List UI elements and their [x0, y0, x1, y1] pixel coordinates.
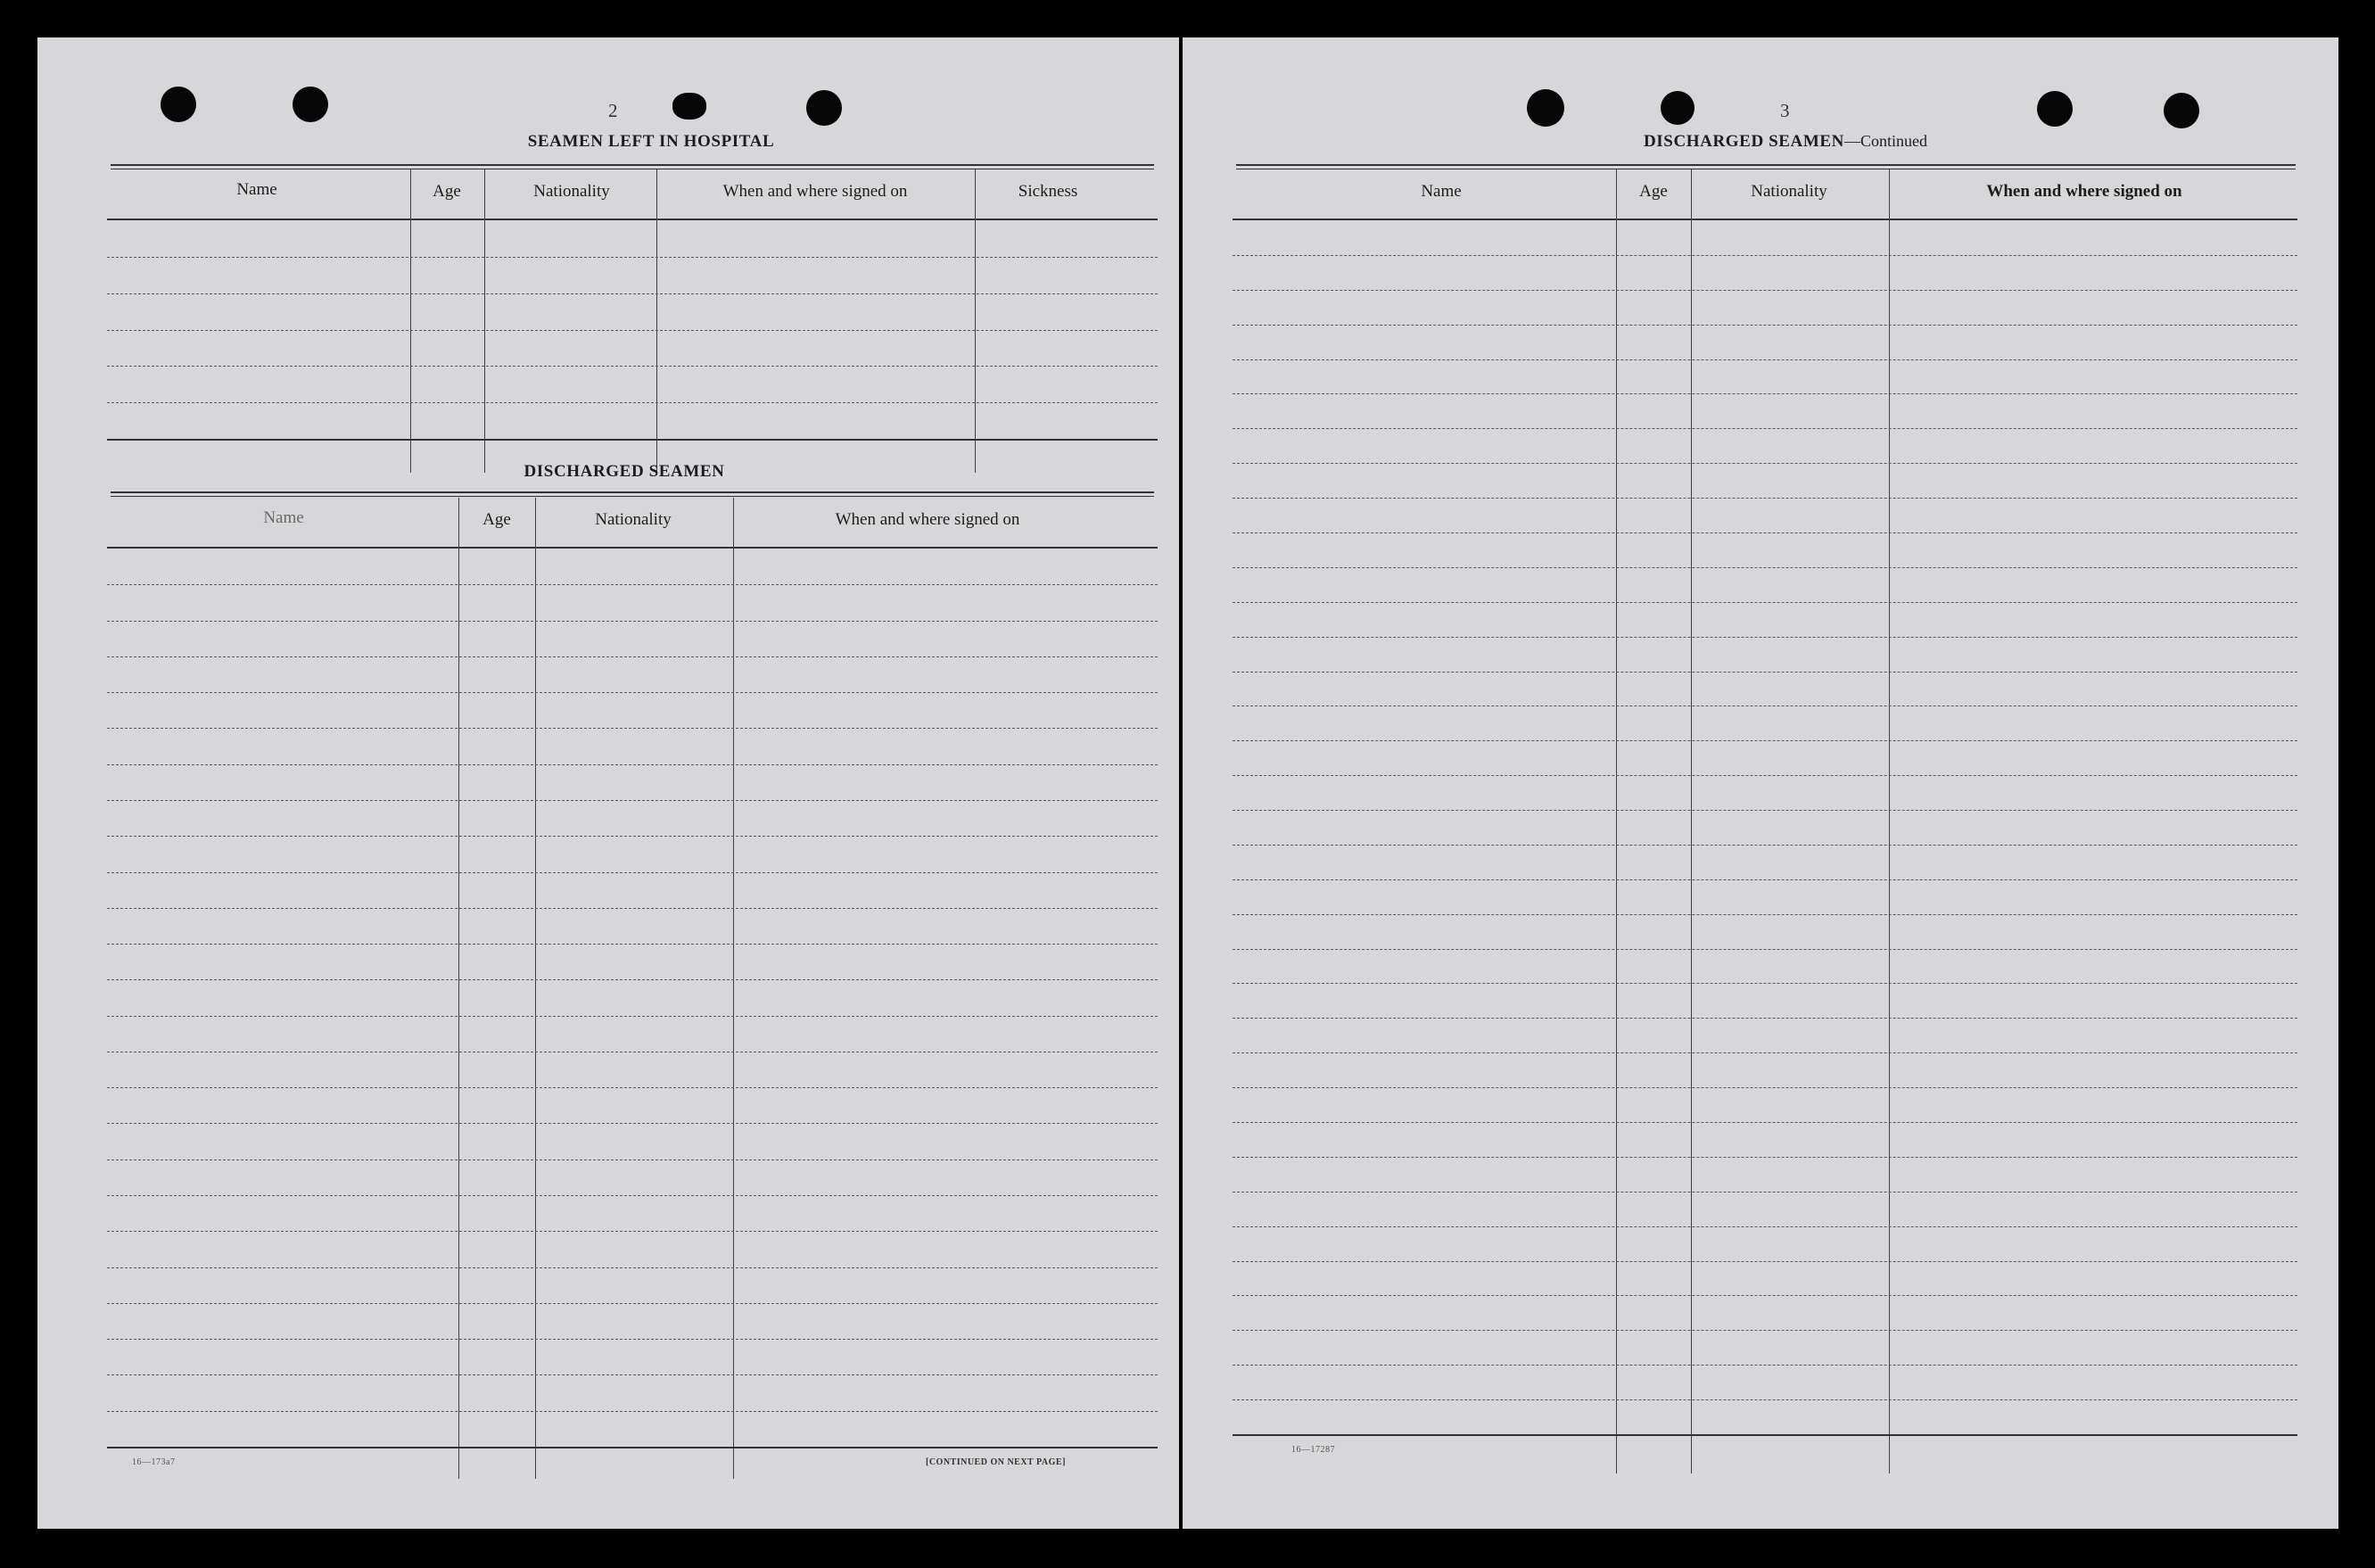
row-line: [1233, 1122, 2297, 1123]
row-line: [107, 1123, 1158, 1124]
punch-hole-icon: [2037, 91, 2073, 127]
col-signed-on: When and where signed on: [1986, 182, 2182, 201]
row-line: [1233, 255, 2297, 256]
row-line: [1233, 1365, 2297, 1366]
row-line: [1233, 567, 2297, 568]
row-line: [107, 1339, 1158, 1340]
row-line: [107, 728, 1158, 729]
row-line: [1233, 1052, 2297, 1053]
col-name: Name: [1421, 182, 1462, 201]
punch-hole-icon: [1527, 89, 1564, 127]
section-bottom-rule: [107, 1447, 1158, 1448]
row-line: [107, 979, 1158, 980]
discharged-section-title: DISCHARGED SEAMEN: [524, 462, 725, 481]
form-number: 16—173a7: [132, 1457, 176, 1467]
col-sickness: Sickness: [1018, 182, 1078, 201]
row-line: [107, 656, 1158, 657]
continuation-note: [CONTINUED ON NEXT PAGE]: [926, 1457, 1066, 1467]
row-line: [1233, 1226, 2297, 1227]
punch-hole-icon: [2164, 93, 2199, 128]
row-line: [107, 1231, 1158, 1232]
column-divider: [484, 169, 485, 473]
column-divider: [1691, 169, 1692, 1473]
hospital-section-title: SEAMEN LEFT IN HOSPITAL: [527, 132, 775, 151]
column-divider: [733, 498, 734, 1479]
row-line: [107, 1374, 1158, 1375]
row-line: [107, 366, 1158, 367]
col-signed-on: When and where signed on: [835, 510, 1020, 529]
row-line: [1233, 1330, 2297, 1331]
row-line: [1233, 740, 2297, 741]
row-line: [1233, 1157, 2297, 1158]
row-line: [1233, 1295, 2297, 1296]
section-bottom-rule: [1233, 1434, 2297, 1436]
col-age: Age: [433, 182, 461, 201]
row-line: [107, 800, 1158, 801]
header-rule: [1233, 219, 2297, 220]
row-line: [107, 257, 1158, 258]
punch-hole-icon: [806, 90, 842, 126]
row-line: [1233, 810, 2297, 811]
row-line: [1233, 1087, 2297, 1088]
row-line: [107, 908, 1158, 909]
row-line: [1233, 775, 2297, 776]
row-line: [107, 1267, 1158, 1268]
row-line: [1233, 879, 2297, 880]
row-line: [107, 584, 1158, 585]
title-rule: [111, 496, 1154, 497]
row-line: [107, 872, 1158, 873]
title-rule: [111, 491, 1154, 493]
column-divider: [1616, 169, 1617, 1473]
row-line: [1233, 949, 2297, 950]
row-line: [107, 330, 1158, 331]
punch-hole-icon: [293, 87, 328, 122]
row-line: [1233, 463, 2297, 464]
row-line: [107, 402, 1158, 403]
punch-hole-icon: [672, 93, 706, 120]
row-line: [1233, 672, 2297, 673]
page-number: 3: [1780, 100, 1790, 121]
right-page: [1183, 37, 2338, 1529]
column-divider: [975, 169, 976, 473]
page-number: 2: [608, 100, 618, 121]
column-divider: [656, 169, 657, 473]
left-page: [37, 37, 1179, 1529]
section-bottom-rule: [107, 439, 1158, 441]
discharged-continued-title: DISCHARGED SEAMEN—Continued: [1643, 132, 1928, 151]
row-line: [107, 1159, 1158, 1160]
row-line: [1233, 1192, 2297, 1193]
row-line: [107, 1303, 1158, 1304]
title-rule: [111, 164, 1154, 166]
row-line: [1233, 393, 2297, 394]
punch-hole-icon: [1661, 91, 1695, 125]
row-line: [1233, 325, 2297, 326]
row-line: [107, 1195, 1158, 1196]
row-line: [1233, 983, 2297, 984]
col-age: Age: [1639, 182, 1668, 201]
row-line: [1233, 498, 2297, 499]
column-divider: [458, 498, 459, 1479]
title-rule: [1236, 164, 2296, 166]
col-nationality: Nationality: [595, 510, 672, 529]
col-nationality: Nationality: [533, 182, 610, 201]
row-line: [107, 836, 1158, 837]
col-name: Name: [263, 508, 304, 527]
row-line: [1233, 1399, 2297, 1400]
row-line: [107, 692, 1158, 693]
col-signed-on: When and where signed on: [722, 182, 908, 201]
row-line: [107, 1087, 1158, 1088]
row-line: [107, 1411, 1158, 1412]
row-line: [107, 293, 1158, 294]
row-line: [1233, 1018, 2297, 1019]
row-line: [1233, 1261, 2297, 1262]
row-line: [1233, 914, 2297, 915]
form-number: 16—17287: [1291, 1445, 1335, 1455]
col-nationality: Nationality: [1751, 182, 1827, 201]
row-line: [1233, 637, 2297, 638]
row-line: [1233, 532, 2297, 533]
row-line: [1233, 290, 2297, 291]
punch-hole-icon: [161, 87, 196, 122]
row-line: [107, 1016, 1158, 1017]
column-divider: [1889, 169, 1890, 1473]
column-divider: [410, 169, 411, 473]
row-line: [107, 944, 1158, 945]
header-rule: [107, 547, 1158, 549]
row-line: [1233, 845, 2297, 846]
column-divider: [535, 498, 536, 1479]
row-line: [1233, 359, 2297, 360]
col-name: Name: [236, 180, 277, 199]
col-age: Age: [482, 510, 511, 529]
row-line: [1233, 428, 2297, 429]
row-line: [107, 764, 1158, 765]
row-line: [107, 621, 1158, 622]
header-rule: [107, 219, 1158, 220]
row-line: [1233, 602, 2297, 603]
